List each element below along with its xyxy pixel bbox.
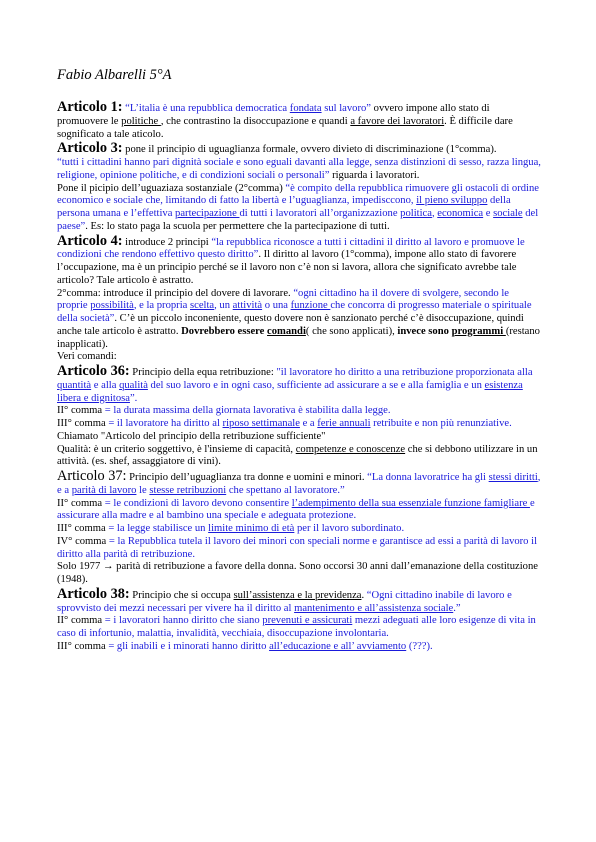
quote-text: “L’italia è una repubblica democratica bbox=[125, 103, 290, 114]
article-heading: Articolo 3: bbox=[57, 140, 123, 157]
quote-text: retribuite e non più renunziative. bbox=[370, 418, 512, 429]
quote-text: limite minimo di età bbox=[208, 523, 295, 534]
article-heading: Articolo 37: bbox=[57, 468, 127, 484]
quote-text: stessi diritti bbox=[488, 472, 538, 483]
quote-text: sociale bbox=[493, 208, 523, 219]
text-run: III° comma bbox=[57, 640, 109, 652]
text-run: III° comma bbox=[57, 418, 109, 429]
quote-text: stesse retribuzioni bbox=[149, 484, 227, 496]
quote-text: = la Repubblica tutela il lavoro dei minori con speciali norme e garantisce ad essi a parità di lavoro il diritto alla parità di retribuzione. bbox=[57, 535, 538, 560]
quote-text: “tutti i cittadini hanno pari dignità sociale e sono eguali davanti alla legge, senza distinzioni di sesso, razza lingua, religione, opinione politiche, e di condizioni sociali o personali” bbox=[57, 157, 541, 181]
quote-text: che concorra di progresso materiale o spirituale della società” bbox=[57, 300, 532, 324]
quote-text: “La donna lavoratrice ha gli bbox=[367, 472, 489, 483]
quote-text: e assicurare alla madre e al bambino una speciale e adeguata protezione. bbox=[57, 497, 535, 522]
article-heading: Articolo 36: bbox=[57, 363, 130, 379]
paragraph bbox=[57, 641, 542, 654]
quote-text: ”. bbox=[129, 392, 138, 404]
underlined-text: programmi bbox=[451, 325, 506, 337]
quote-text: , e la propria bbox=[133, 300, 190, 312]
quote-text: o una bbox=[262, 300, 291, 312]
quote-text: = gli inabili e i minorati hanno diritto bbox=[108, 640, 270, 652]
text-run: , che contrastino la disoccupazione e quandi bbox=[160, 115, 351, 127]
underlined-text: sull’assistenza e la previdenza bbox=[233, 589, 362, 601]
article-heading: Articolo 1: bbox=[57, 99, 123, 115]
quote-text: le bbox=[136, 484, 150, 496]
quote-text: partecipazione bbox=[175, 208, 240, 219]
text-run: . Il diritto al lavoro (1°comma), impone allo stato di favorere l’occupazione, ma è un principio perché se il lavoro non c’è non si lavora, allora che significato avrebbe tale articolo? Tale articolo è astratto. bbox=[57, 249, 517, 286]
paragraph bbox=[57, 523, 542, 536]
text-run: Pone il picipio dell’uguaziaza sostanziale (2°comma) bbox=[57, 182, 286, 194]
text-run: ovvero impone allo stato di promuovere le bbox=[57, 103, 490, 127]
paragraph bbox=[57, 288, 542, 352]
quote-text: = le condizioni di lavoro devono consentire bbox=[104, 497, 292, 509]
article-heading: Articolo 4: bbox=[57, 232, 123, 249]
paragraph bbox=[57, 418, 542, 431]
text-run: Solo 1977 → parità di retribuzione a favore della donna. Sono occorsi 30 anni dall’emanazione della costituzione (1948). bbox=[57, 561, 538, 585]
quote-text: fondata bbox=[289, 103, 322, 114]
quote-text: ferie annuali bbox=[317, 418, 371, 429]
quote-text: mezzi adeguati alle loro esigenze di vita in caso di infortunio, malattia, invalidità, vecchiaia, disoccupazione involontaria. bbox=[57, 615, 536, 639]
quote-text: l’adempimento della sua essenziale funzione famigliare bbox=[291, 497, 530, 509]
quote-text: "il lavoratore ho diritto a una retribuzione proporzionata alla bbox=[276, 367, 533, 378]
text-run: Chiamato "Articolo del principio della retribuzione sufficiente" bbox=[57, 430, 326, 442]
quote-text: , un bbox=[214, 300, 233, 312]
text-run: II° comma bbox=[57, 405, 105, 417]
paragraph bbox=[57, 498, 542, 524]
quote-text: riposo settimanale bbox=[222, 418, 300, 429]
paragraph bbox=[57, 234, 542, 288]
underlined-text: a favore dei lavoratori bbox=[350, 115, 445, 127]
quote-text: possibilità bbox=[90, 300, 134, 312]
quote-text: , bbox=[431, 208, 438, 219]
paragraph bbox=[57, 405, 542, 418]
paragraph bbox=[57, 183, 542, 234]
text-run: II° comma bbox=[57, 497, 105, 509]
text-run: introduce 2 principi bbox=[122, 236, 212, 248]
text-run: (restano inapplicati). bbox=[57, 325, 540, 350]
text-run: Principio che si occupa bbox=[129, 589, 234, 601]
quote-text: attività bbox=[232, 300, 263, 312]
underlined-text: comandi bbox=[267, 325, 306, 337]
quote-text: “la repubblica riconosce a tutti i cittadini il diritto al lavoro e promuove le condizioni che rendono effettivo questo diritto” bbox=[57, 236, 525, 261]
paragraph bbox=[57, 444, 542, 470]
text-run: pone il principio di uguaglianza formale, ovvero divieto di discriminazione (1°comma). bbox=[122, 144, 497, 156]
quote-text: funzione bbox=[290, 300, 331, 312]
text-run: . C’è un piccolo inconeniente, questo dovere non è sanzionato perché c’è disoccupazione, quindi anche tale articolo è astratto. bbox=[57, 313, 524, 337]
article-heading: Articolo 38: bbox=[57, 585, 130, 602]
quote-text: .” bbox=[453, 602, 461, 614]
paragraph bbox=[57, 141, 542, 157]
quote-text: parità di lavoro bbox=[71, 484, 137, 496]
quote-text: mantenimento e all’assistenza sociale bbox=[294, 602, 454, 614]
quote-text: prevenuti e assicurati bbox=[262, 615, 353, 627]
quote-text: economica bbox=[437, 208, 484, 219]
quote-text: “Ogni cittadino inabile di lavoro e sprovvisto dei mezzi necessari per vivere ha il diritto al bbox=[57, 589, 512, 614]
underlined-text: competenze e conoscenze bbox=[295, 443, 406, 455]
quote-text: = la legge stabilisce un bbox=[108, 523, 209, 534]
quote-text: esistenza libera e dignitosa bbox=[57, 379, 523, 404]
text-run: IV° comma bbox=[57, 535, 109, 547]
quote-text: all’educazione e all’ avviamento bbox=[269, 640, 407, 652]
text-run: . Es: lo stato paga la scuola per permettere che la partecipazione di tutti. bbox=[85, 220, 390, 232]
paragraph bbox=[57, 157, 542, 183]
text-run: Dovrebbero essere bbox=[181, 325, 268, 337]
quote-text: “è compito della repubblica rimuovere gli ostacoli di ordine economico e sociale che, limitando di fatto la libertà e l’uguaglianza, impedisccono, bbox=[57, 182, 539, 207]
underlined-text: politiche bbox=[121, 115, 161, 127]
paragraph bbox=[57, 561, 542, 587]
text-run: che si debbono utilizzare in un attività. (es. shef, assaggiatore di vini). bbox=[57, 443, 538, 468]
text-run: . È difficile dare sognificato a tale aticolo. bbox=[57, 115, 513, 140]
quote-text: della persona umana e l’effettiva bbox=[57, 195, 511, 219]
text-run: ( che sono applicati), bbox=[305, 325, 398, 337]
paragraph bbox=[57, 587, 542, 616]
quote-text: qualità bbox=[119, 379, 148, 391]
quote-text: e alla bbox=[91, 379, 120, 391]
quote-text: che spettano al lavoratore.” bbox=[226, 484, 345, 496]
paragraph bbox=[57, 536, 542, 562]
paragraph bbox=[57, 469, 542, 498]
quote-text: (???). bbox=[406, 640, 433, 652]
text-run: Principio dell’uguaglianza tra donne e uomini e minori. bbox=[126, 472, 368, 483]
text-run: invece sono bbox=[397, 325, 452, 337]
quote-text: e a bbox=[299, 418, 318, 429]
quote-text: , e a bbox=[57, 472, 541, 496]
quote-text: scelta bbox=[190, 300, 215, 312]
quote-text: del suo lavoro e in ogni caso, sufficiente ad assicurare a se e alla famiglia e un bbox=[147, 379, 485, 391]
quote-text: di tutti i lavoratori all’organizzazione bbox=[239, 208, 401, 219]
quote-text: sul lavoro” bbox=[321, 103, 372, 114]
quote-text: “ogni cittadino ha il dovere di svolgere, secondo le proprie bbox=[57, 287, 509, 312]
text-run: Veri comandi: bbox=[57, 351, 117, 363]
author-heading: Fabio Albarelli 5°A bbox=[57, 67, 172, 83]
text-run: III° comma bbox=[57, 523, 109, 534]
paragraph bbox=[57, 100, 542, 141]
quote-text: = i lavoratori hanno diritto che siano bbox=[104, 615, 263, 627]
document-body bbox=[57, 100, 542, 654]
quote-text: per il lavoro subordinato. bbox=[294, 523, 405, 534]
quote-text: e bbox=[483, 208, 494, 219]
paragraph bbox=[57, 364, 542, 405]
quote-text: il pieno sviluppo bbox=[416, 195, 488, 207]
paragraph bbox=[57, 431, 542, 444]
text-run: Qualità: è un criterio soggettivo, è l'insieme di capacità, bbox=[57, 443, 296, 455]
text-run: . bbox=[361, 589, 367, 601]
text-run: riguarda i lavoratori. bbox=[329, 169, 420, 181]
quote-text: = il lavoratore ha diritto al bbox=[108, 418, 223, 429]
text-run: II° comma bbox=[57, 615, 105, 627]
quote-text: = la durata massima della giornata lavorativa è stabilita dalla legge. bbox=[104, 405, 391, 417]
quote-text: del paese” bbox=[57, 208, 539, 232]
paragraph bbox=[57, 615, 542, 641]
quote-text: quantità bbox=[57, 379, 92, 391]
text-run: Principio della equa retribuzione: bbox=[129, 367, 277, 378]
quote-text: politica bbox=[400, 208, 432, 219]
text-run: 2°comma: introduce il principio del dovere di lavorare. bbox=[57, 287, 294, 299]
